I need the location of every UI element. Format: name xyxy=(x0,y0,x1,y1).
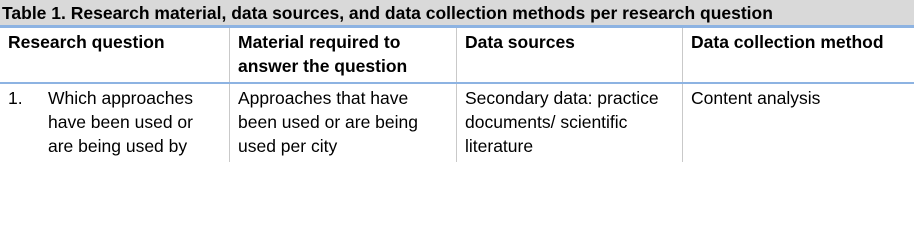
header-research-question: Research question xyxy=(8,32,165,52)
table-row-1-collection-method: Content analysis xyxy=(682,84,914,162)
header-bottom-rule xyxy=(0,82,914,84)
table-row-1-data-sources: Secondary data: practice documents/ scientific literature xyxy=(456,84,682,162)
header-material-required: Material required to answer the question xyxy=(229,28,456,82)
table-row-1-material: Approaches that have been used or are being used per city xyxy=(229,84,456,162)
research-question-text: Which approaches have been used or are being used by xyxy=(48,88,193,156)
header-data-sources: Data sources xyxy=(456,28,682,82)
table-caption: Table 1. Research material, data sources, and data collection methods per research question xyxy=(0,0,914,25)
header-data-collection-method: Data collection method xyxy=(682,28,914,82)
row-number: 1. xyxy=(8,88,23,108)
table-row-1-research-question xyxy=(0,84,229,162)
research-table xyxy=(0,28,914,162)
